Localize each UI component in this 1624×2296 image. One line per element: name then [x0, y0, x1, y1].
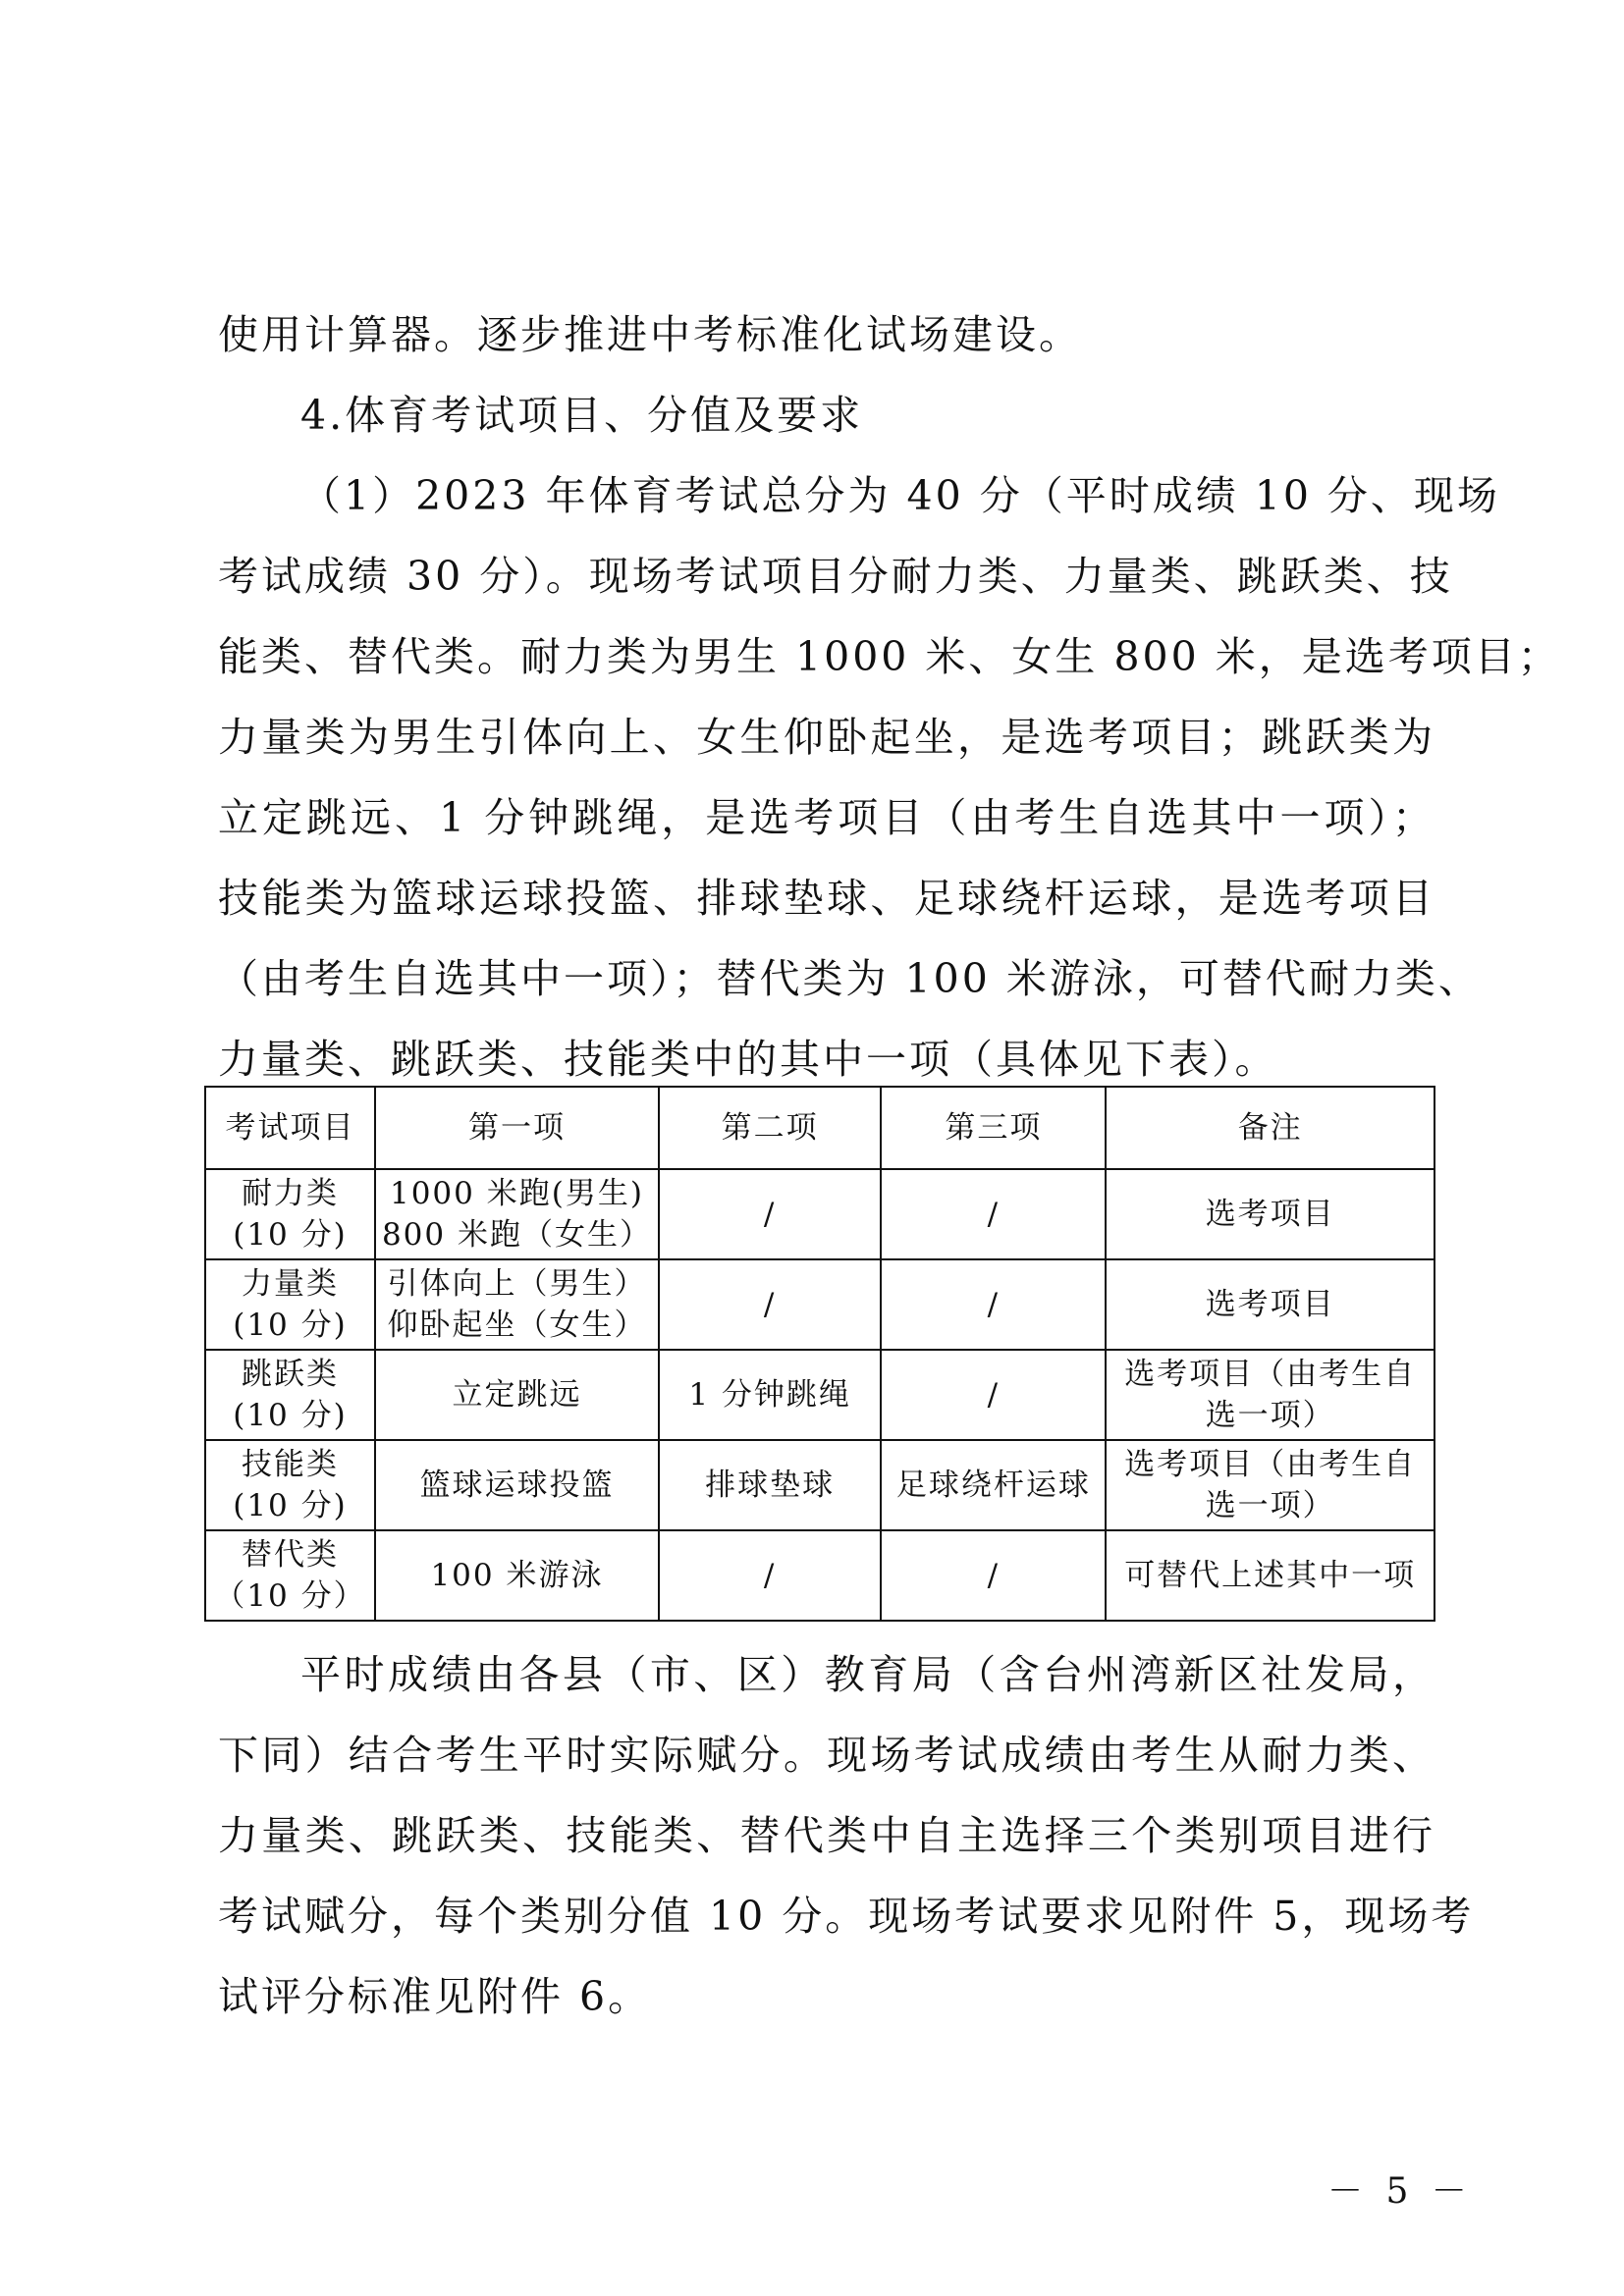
item2-cell — [659, 1169, 881, 1259]
item1-text: 1000 米跑(男生) — [389, 1176, 644, 1211]
text-line: 立定跳远、1 分钟跳绳，是选考项目（由考生自选其中一项）； — [218, 794, 1435, 841]
item2-cell — [659, 1350, 881, 1440]
item2-text: 1 分钟跳绳 — [688, 1377, 851, 1413]
item2-text: / — [763, 1287, 777, 1322]
category-name: 替代类 — [241, 1537, 339, 1573]
paragraph-scoring-rules — [218, 1634, 1475, 2037]
text-line: 技能类为篮球运球投篮、排球垫球、足球绕杆运球，是选考项目 — [218, 875, 1435, 922]
category-cell — [205, 1350, 375, 1440]
item1-cell — [375, 1259, 659, 1350]
category-cell — [205, 1259, 375, 1350]
note-cell — [1106, 1440, 1435, 1530]
item1-text: 篮球运球投篮 — [419, 1468, 615, 1503]
item3-cell — [881, 1350, 1106, 1440]
text-line: 力量类为男生引体向上、女生仰卧起坐，是选考项目；跳跃类为 — [218, 714, 1435, 761]
exam-items-table — [204, 1086, 1435, 1622]
note-cell — [1106, 1259, 1435, 1350]
category-score: (10 分) — [233, 1217, 348, 1253]
note-text: 选考项目（由考生自 — [1124, 1357, 1417, 1392]
category-name: 力量类 — [241, 1266, 339, 1302]
category-score: （10 分） — [214, 1578, 366, 1614]
category-name: 技能类 — [241, 1447, 339, 1482]
item2-text: 排球垫球 — [705, 1468, 836, 1503]
item1-text: 仰卧起坐（女生） — [387, 1308, 647, 1343]
note-text: 选考项目（由考生自 — [1124, 1447, 1417, 1482]
note-cell — [1106, 1169, 1435, 1259]
header-third-item: 第三项 — [881, 1087, 1106, 1169]
category-score: (10 分) — [233, 1488, 348, 1523]
item1-cell — [375, 1169, 659, 1259]
paragraph-exam-overview — [218, 455, 1561, 1099]
text-line: 下同）结合考生平时实际赋分。现场考试成绩由考生从耐力类、 — [218, 1732, 1435, 1779]
note-text: 选一项） — [1205, 1488, 1335, 1523]
page-number: － 5 － — [1327, 2171, 1473, 2212]
item3-cell — [881, 1530, 1106, 1621]
note-cell — [1106, 1530, 1435, 1621]
text-line: 平时成绩由各县（市、区）教育局（含台州湾新区社发局， — [300, 1651, 1435, 1698]
item1-text: 800 米跑（女生） — [381, 1217, 652, 1253]
text-line: 力量类、跳跃类、技能类中的其中一项（具体见下表）。 — [218, 1036, 1278, 1083]
item3-cell — [881, 1259, 1106, 1350]
item3-text: 足球绕杆运球 — [895, 1468, 1091, 1503]
text-line: （1）2023 年体育考试总分为 40 分（平时成绩 10 分、现场 — [300, 472, 1500, 519]
text-line: 使用计算器。逐步推进中考标准化试场建设。 — [218, 311, 1082, 358]
item1-cell — [375, 1350, 659, 1440]
note-cell — [1106, 1350, 1435, 1440]
item2-text: / — [763, 1197, 777, 1232]
item3-text: / — [987, 1197, 1001, 1232]
table-row — [205, 1530, 1435, 1621]
note-text: 选考项目 — [1205, 1287, 1335, 1322]
table-row — [205, 1440, 1435, 1530]
item3-text: / — [987, 1287, 1001, 1322]
category-cell — [205, 1169, 375, 1259]
category-cell — [205, 1440, 375, 1530]
category-name: 跳跃类 — [241, 1357, 339, 1392]
item2-text: / — [763, 1558, 777, 1593]
item1-text: 引体向上（男生） — [387, 1266, 647, 1302]
item3-text: / — [987, 1558, 1001, 1593]
item2-cell — [659, 1440, 881, 1530]
table-header-row — [205, 1087, 1435, 1169]
note-text: 选一项） — [1205, 1398, 1335, 1433]
item2-cell — [659, 1530, 881, 1621]
text-line: 试评分标准见附件 6。 — [218, 1973, 652, 2020]
category-score: (10 分) — [233, 1308, 348, 1343]
text-line: 考试成绩 30 分）。现场考试项目分耐力类、力量类、跳跃类、技 — [218, 553, 1453, 600]
text-line: 能类、替代类。耐力类为男生 1000 米、女生 800 米，是选考项目； — [218, 633, 1561, 680]
table-row — [205, 1350, 1435, 1440]
item3-cell — [881, 1440, 1106, 1530]
text-line: 考试赋分，每个类别分值 10 分。现场考试要求见附件 5，现场考 — [218, 1893, 1475, 1940]
category-cell — [205, 1530, 375, 1621]
text-line: 力量类、跳跃类、技能类、替代类中自主选择三个类别项目进行 — [218, 1812, 1435, 1859]
item1-cell — [375, 1530, 659, 1621]
category-score: (10 分) — [233, 1398, 348, 1433]
item3-cell — [881, 1169, 1106, 1259]
item2-cell — [659, 1259, 881, 1350]
text-line: （由考生自选其中一项）；替代类为 100 米游泳，可替代耐力类、 — [218, 955, 1482, 1002]
table-row — [205, 1169, 1435, 1259]
item3-text: / — [987, 1377, 1001, 1413]
item1-cell — [375, 1440, 659, 1530]
intro-line — [218, 294, 1435, 375]
section-heading-text: 4.体育考试项目、分值及要求 — [300, 392, 864, 439]
item1-text: 立定跳远 — [452, 1377, 582, 1413]
section-heading — [218, 375, 1435, 455]
note-text: 可替代上述其中一项 — [1124, 1558, 1417, 1593]
header-second-item: 第二项 — [659, 1087, 881, 1169]
item1-text: 100 米游泳 — [430, 1558, 604, 1593]
header-remarks: 备注 — [1106, 1087, 1435, 1169]
header-exam-item: 考试项目 — [205, 1087, 375, 1169]
header-first-item: 第一项 — [375, 1087, 659, 1169]
category-name: 耐力类 — [241, 1176, 339, 1211]
note-text: 选考项目 — [1205, 1197, 1335, 1232]
table-row — [205, 1259, 1435, 1350]
